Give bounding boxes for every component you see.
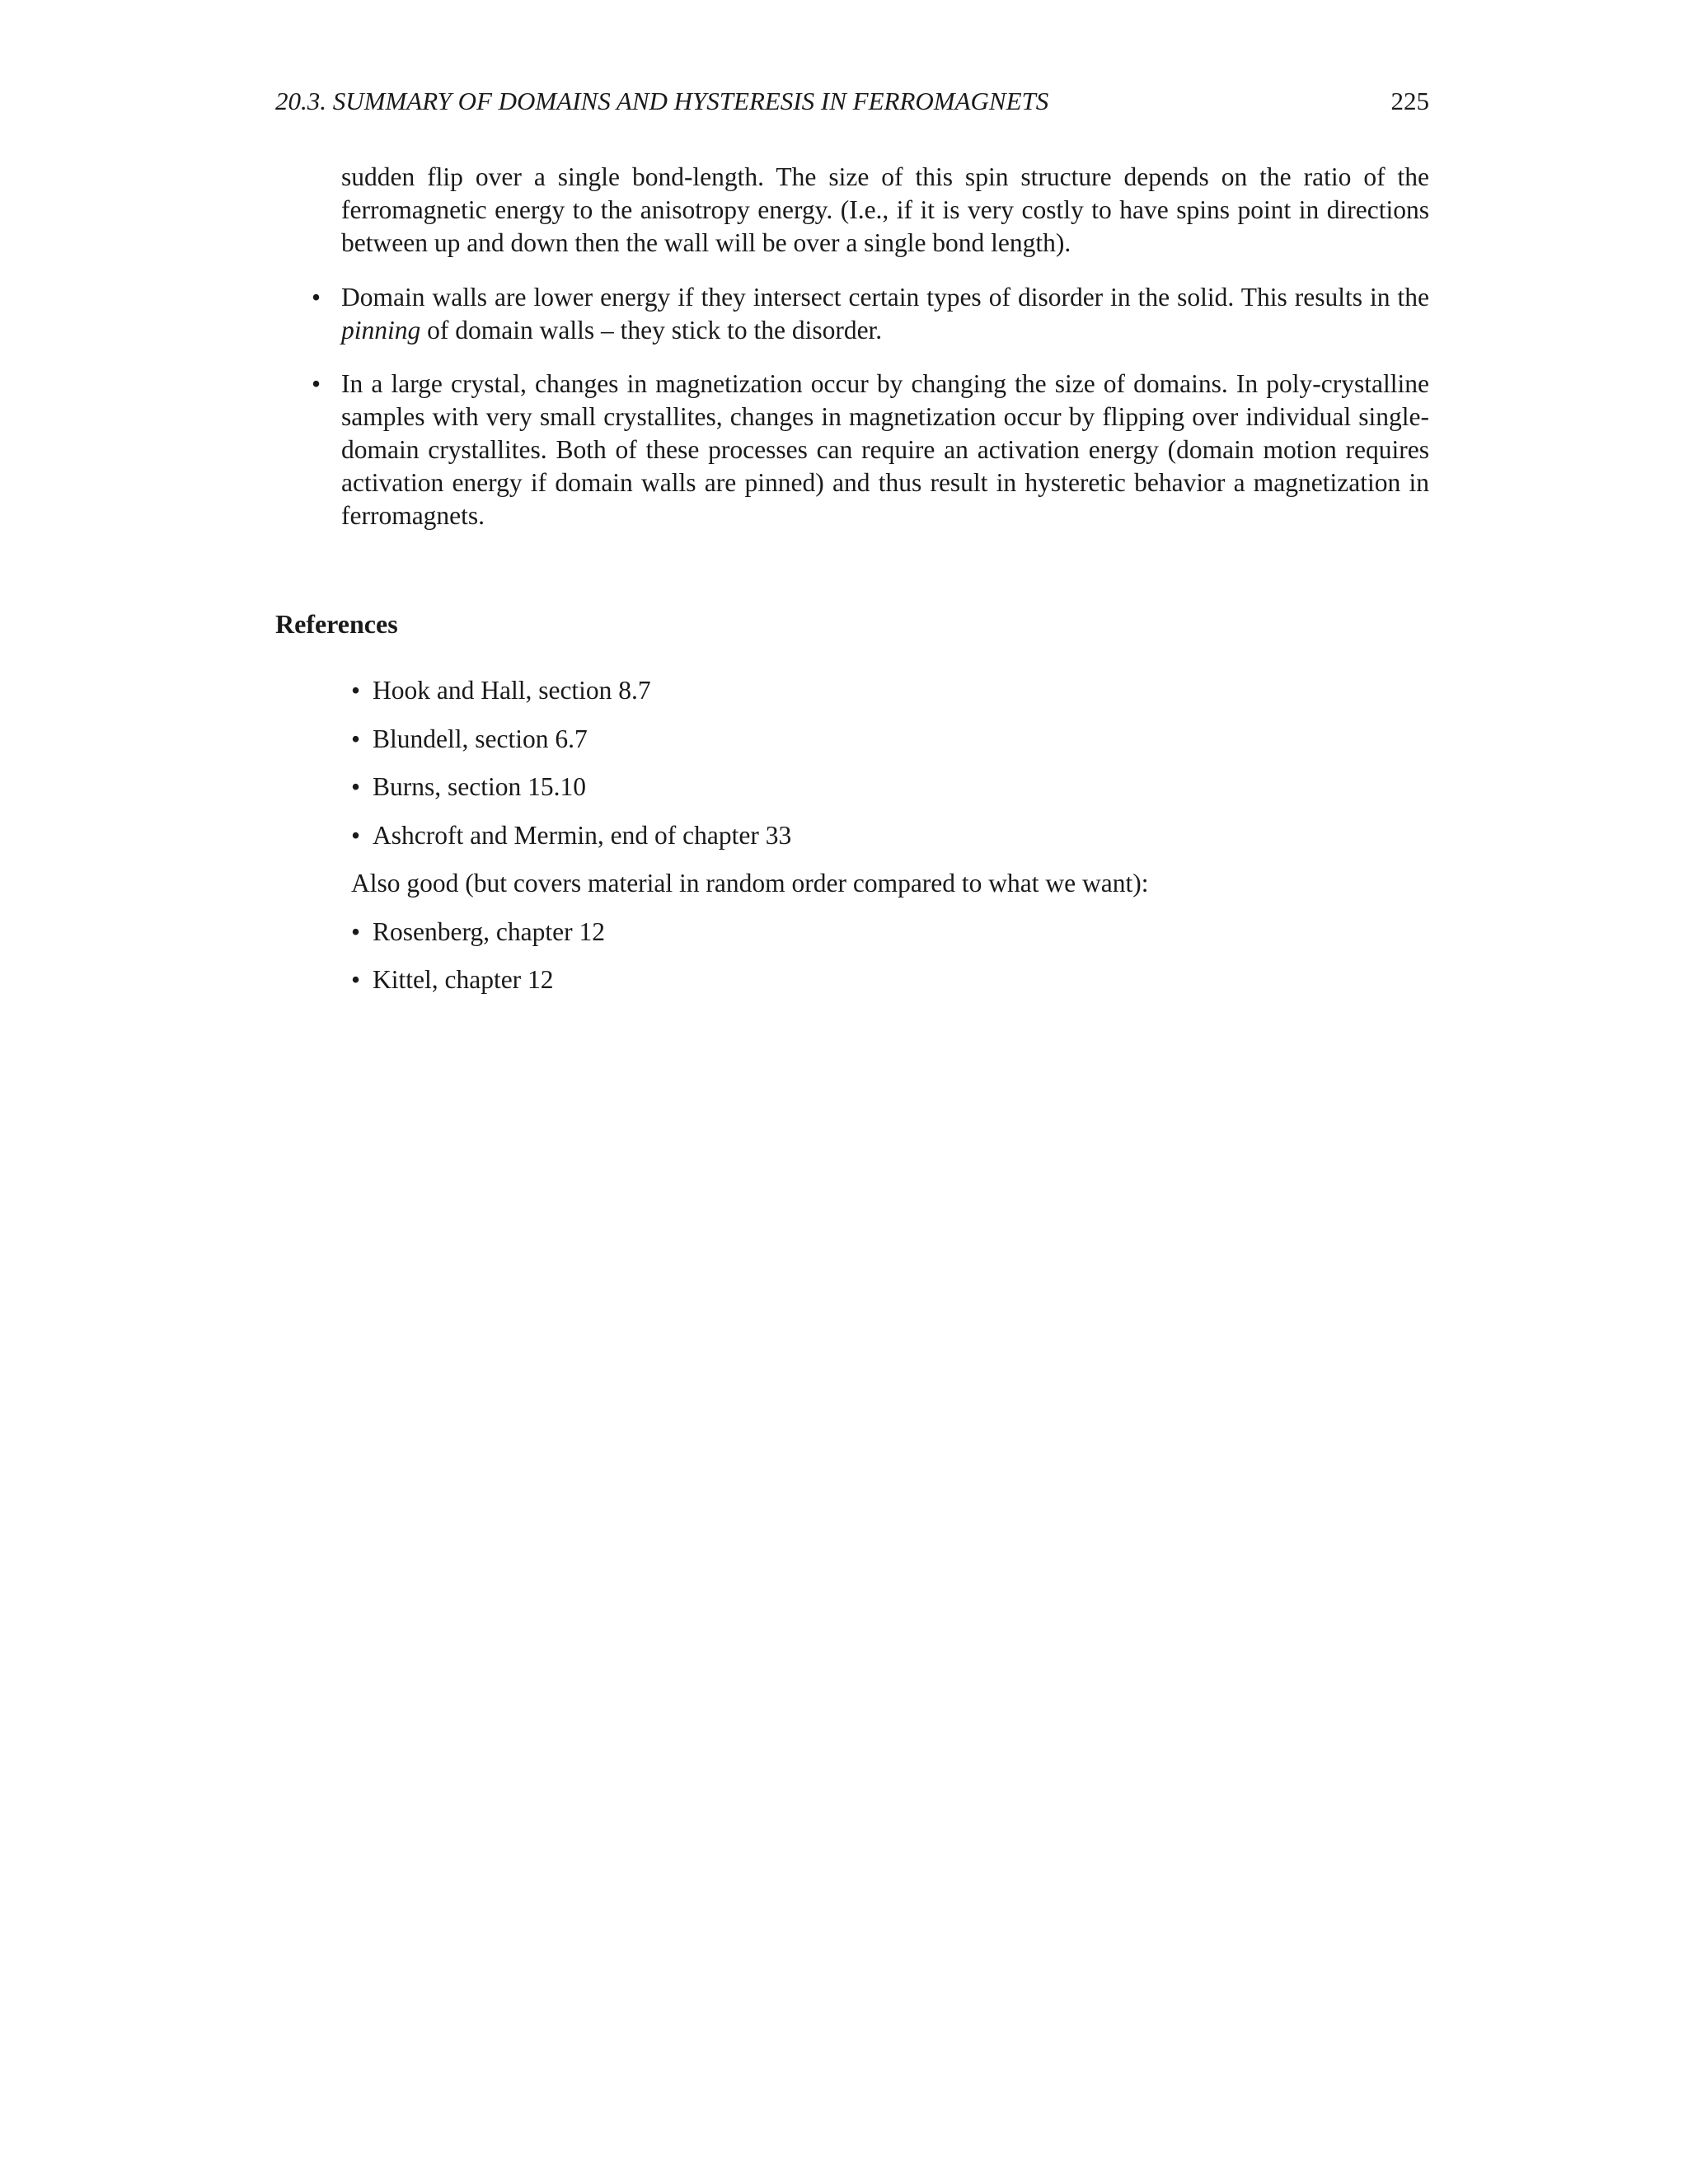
page-header: [275, 81, 1429, 122]
continuation-line-1: sudden flip over a single bond-length. The size of this spin structure depends on the ratio: [341, 162, 1352, 191]
bullet-item-pinning: [312, 281, 1429, 347]
also-good-note: Also good (but covers material in random order compared to what we want):: [351, 869, 1149, 898]
continuation-paragraph: [341, 161, 1429, 260]
bullet-item-magnetization: [312, 368, 1429, 532]
emphasis-pinning: pinning: [341, 316, 421, 344]
bullet-dot: •: [351, 916, 361, 946]
reference-item: [351, 916, 1423, 964]
reference-item: [351, 723, 1423, 771]
reference-text: Rosenberg, chapter 12: [373, 916, 605, 946]
bullet-text: [341, 281, 1429, 347]
bullet-dot: •: [351, 772, 361, 801]
reference-item: [351, 674, 1423, 723]
running-title: 20.3. SUMMARY OF DOMAINS AND HYSTERESIS IN FERROMAGNETS: [275, 87, 1049, 115]
bullet-dot: •: [351, 965, 361, 994]
bullet-dot: •: [351, 724, 361, 753]
bullet-dot: •: [351, 676, 361, 705]
bullet-text-after: of domain walls – they stick to the disorder.: [420, 316, 883, 344]
references-list: [351, 674, 1423, 1012]
reference-item: [351, 963, 1423, 1012]
bullet-dot: •: [312, 283, 321, 312]
reference-text: Hook and Hall, section 8.7: [373, 676, 651, 705]
bullet-dot: •: [351, 820, 361, 850]
reference-text: Ashcroft and Mermin, end of chapter 33: [373, 820, 792, 850]
continuation-line-2: of the ferromagnetic energy to the anisotropy energy. (I.e., if it is very costly to have spins: [341, 162, 1429, 224]
references-heading: References: [275, 609, 398, 639]
reference-text: Blundell, section 6.7: [373, 724, 588, 753]
reference-text: Burns, section 15.10: [373, 772, 586, 801]
bullet-text: In a large crystal, changes in magnetization occur by changing the size of domains. In poly-crystalline samples with very small crystallites, changes in magnetization occur by flipping over individual single-domain crystallites. Both of these processes can require an activation energy (domain motion requires activation energy if domain walls are pinned) and thus result in hysteretic behavior a magnetization in ferromagnets.: [341, 369, 1429, 530]
continuation-line-3: point in directions between up and down then the wall will be over a single bond length).: [341, 195, 1430, 257]
reference-item: [351, 771, 1423, 819]
bullet-dot: •: [312, 369, 321, 398]
bullet-text-before: Domain walls are lower energy if they intersect certain types of disorder in the solid. This results in the: [341, 283, 1429, 312]
page-number: 225: [1390, 87, 1429, 115]
reference-item: [351, 819, 1423, 868]
reference-text: Kittel, chapter 12: [373, 965, 554, 994]
